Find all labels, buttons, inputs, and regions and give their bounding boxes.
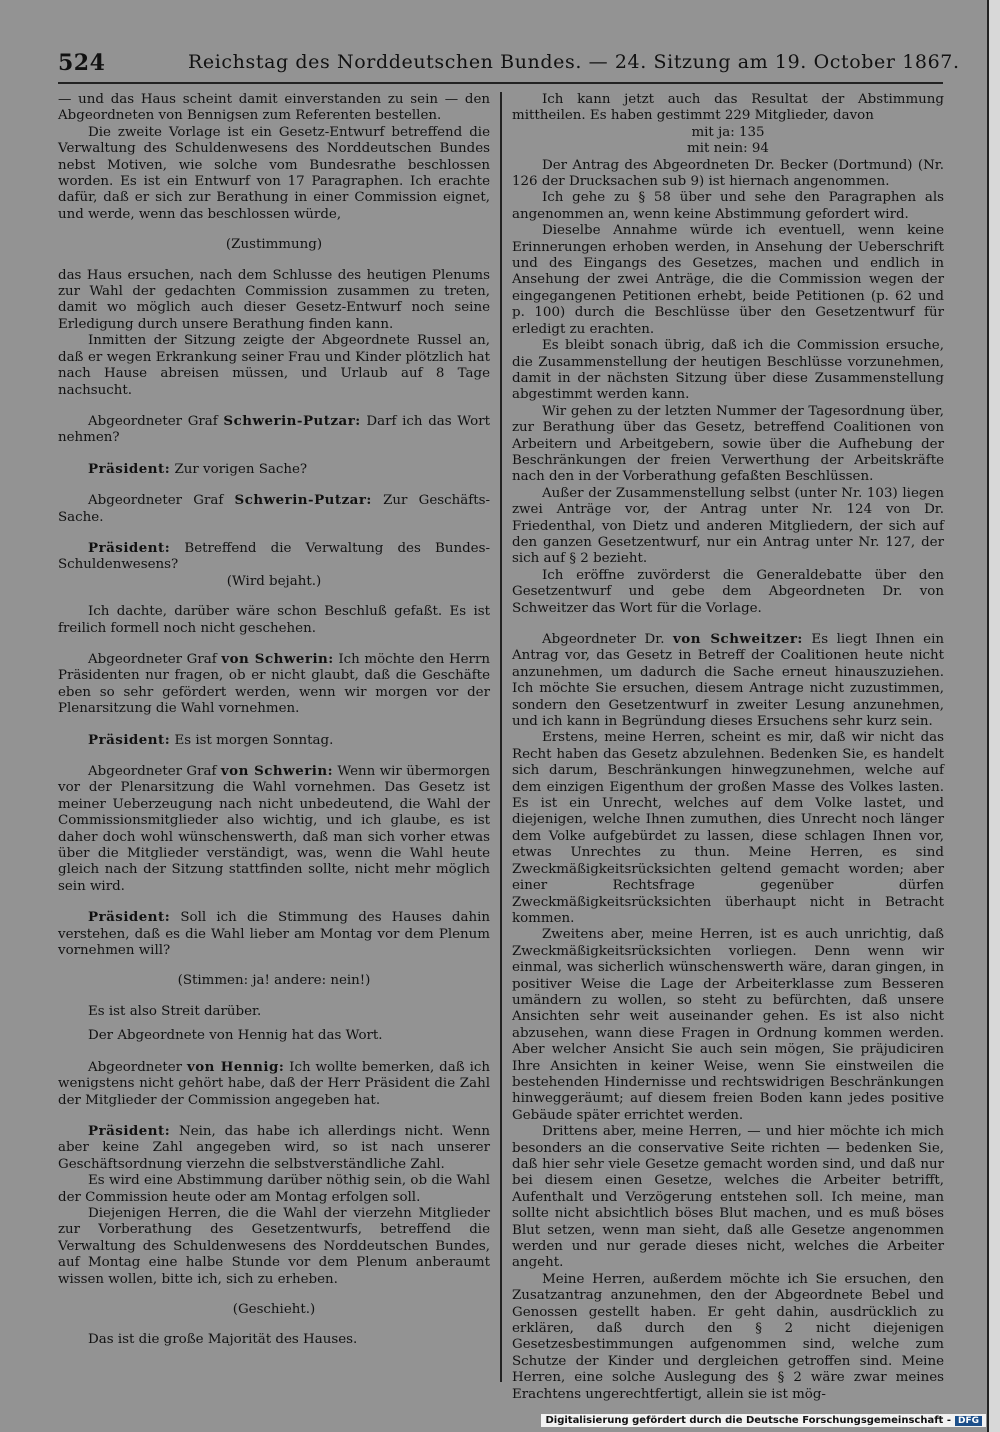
speech-paragraph bbox=[58, 1123, 490, 1173]
paragraph-text: Diejenigen Herren, die die Wahl der vierzehn Mitglieder zur Vorberathung des Gesetzentwurfs, betreffend die Verwaltung des Schuldenwesens des Norddeutschen Bundes, auf Montag eine halbe Stunde vor dem Plenum anberaumt wissen wollen, bitte ich, sich zu erheben. bbox=[58, 1205, 490, 1287]
speech-paragraph bbox=[58, 732, 490, 749]
column-divider bbox=[500, 92, 502, 1382]
paragraph bbox=[58, 1206, 490, 1288]
paragraph-text: (Geschieht.) bbox=[232, 1301, 316, 1317]
paragraph-text: Ich dachte, darüber wäre schon Beschluß gefaßt. Es ist freilich formell noch nicht geschehen. bbox=[58, 604, 490, 636]
paragraph-text: das Haus ersuchen, nach dem Schlusse des heutigen Plenums zur Wahl der gedachten Commission zusammen zu treten, damit wo möglich auch dieser Gesetz-Entwurf noch seine Erledigung durch unsere Berathung finden kann. bbox=[58, 267, 490, 332]
paragraph-text: mit ja: 135 bbox=[691, 124, 765, 140]
right-column bbox=[512, 92, 944, 1403]
speaker-name: von Schwerin: bbox=[221, 650, 334, 667]
page-header bbox=[58, 48, 960, 84]
paragraph-text: Das ist die große Majorität des Hauses. bbox=[88, 1332, 358, 1348]
speaker-name: Präsident: bbox=[88, 460, 171, 477]
speaker-title: Abgeordneter Graf bbox=[88, 764, 221, 779]
page-number: 524 bbox=[58, 50, 106, 76]
paragraph-text: Nein, das habe ich allerdings nicht. Wenn aber keine Zahl angegeben wird, so ist nach unserer Geschäftsordnung vierzehn die selbstverständliche Zahl. bbox=[58, 1123, 490, 1172]
paragraph-text: mit nein: 94 bbox=[687, 141, 769, 157]
paragraph bbox=[512, 1272, 944, 1403]
dfg-logo: DFG bbox=[955, 1416, 982, 1426]
speech-paragraph bbox=[58, 413, 490, 447]
speech-paragraph bbox=[58, 492, 490, 526]
paragraph bbox=[58, 125, 490, 223]
paragraph-text: Es ist morgen Sonntag. bbox=[170, 732, 334, 748]
paragraph-text: Zweitens aber, meine Herren, ist es auch unrichtig, daß Zweckmäßigkeitsrücksichten vorliegen. Denn wenn wir einmal, was sicherlich wünschenswerth wäre, daran gingen, in positiver Weise die Lage der Arbeiterklasse zum Besseren umändern zu wollen, so steht zu befürchten, daß unsere Ansichten sehr weit auseinander gehen. Es ist also nicht abzusehen, wann diese Fragen in Ordnung kommen werden. Aber welcher Ansicht Sie auch sein mögen, Sie präjudiciren Ihre Ansichten in keiner Weise, wenn Sie einstweilen die bestehenden Hindernisse und rechtswidrigen Beschränkungen hinweggeräumt; auf diesem freien Boden kann jedes positive Gebäude später errichtet werden. bbox=[512, 927, 944, 1123]
speaker-name: von Hennig: bbox=[186, 1058, 285, 1075]
speaker-name: von Schwerin: bbox=[220, 763, 334, 779]
digitization-credit bbox=[541, 1414, 986, 1427]
paragraph-text: Wenn wir übermorgen vor der Plenarsitzung die Wahl vornehmen. Das Gesetz ist meiner Ueberzeugung nach nicht unbedeutend, die Wahl der Commissionsmitglieder also wichtig, und ich glaube, es ist daher doch wohl wünschenswerth, daß man sich vorher etwas über die Mitglieder verständigt, was, wenn die Wahl heute gleich nach der Sitzung stattfinden sollte, nicht mehr möglich sein wird. bbox=[58, 764, 490, 894]
paragraph bbox=[58, 1302, 490, 1318]
speech-paragraph bbox=[58, 461, 490, 478]
paragraph-text: Meine Herren, außerdem möchte ich Sie ersuchen, den Zusatzantrag anzunehmen, den der Abgeordnete Bebel und Genossen gestellt haben. Er geht dahin, ausdrücklich zu erklären, daß durch den § 2 nicht diejenigen Gesetzesbestimmungen aufgenommen sind, welche zum Schutze der Kinder und dergleichen getroffen sind. Meine Herren, eine solche Auslegung des § 2 wäre zwar meines Erachtens ungerechtfertigt, allein sie ist mög- bbox=[512, 1271, 944, 1402]
paragraph-text: Es liegt Ihnen ein Antrag vor, das Gesetz in Betreff der Coalitionen heute nicht anzunehmen, um dadurch die Sache erneut hinauszuziehen. Ich möchte Sie ersuchen, diesem Antrage nicht zuzustimmen, sondern den Gesetzentwurf in zweiter Lesung anzunehmen, und ich kann in Begründung dieses Ersuchens sehr kurz sein. bbox=[512, 632, 944, 730]
speech-paragraph bbox=[58, 651, 490, 718]
paragraph bbox=[58, 604, 490, 637]
speaker-title: Abgeordneter bbox=[88, 1059, 187, 1075]
paragraph-text: (Wird bejaht.) bbox=[226, 573, 322, 589]
paragraph bbox=[512, 730, 944, 927]
paragraph-text: Ich kann jetzt auch das Resultat der Abstimmung mittheilen. Es haben gestimmt 229 Mitglieder, davon bbox=[512, 92, 944, 124]
paragraph-text: Inmitten der Sitzung zeigte der Abgeordnete Russel an, daß er wegen Erkrankung seiner Frau und Kinder plötzlich hat nach Hause abreisen müssen, und Urlaub auf 8 Tage nachsucht. bbox=[58, 333, 490, 398]
speech-paragraph bbox=[58, 540, 490, 574]
paragraph-text: Ich eröffne zuvörderst die Generaldebatte über den Gesetzentwurf und gebe dem Abgeordneten Dr. von Schweitzer das Wort für die Vorlage. bbox=[512, 567, 944, 616]
paragraph bbox=[58, 333, 490, 399]
paragraph-text: Es bleibt sonach übrig, daß ich die Commission ersuche, die Zusammenstellung der heutigen Beschlüsse vorzunehmen, damit in der nächsten Sitzung über diese Zusammenstellung abgestimmt werden kann. bbox=[512, 338, 944, 403]
speaker-name: Schwerin-Putzar: bbox=[234, 492, 372, 509]
paragraph-text: Der Abgeordnete von Hennig hat das Wort. bbox=[88, 1028, 383, 1044]
paragraph bbox=[512, 190, 944, 223]
paragraph bbox=[58, 1028, 490, 1044]
speech-paragraph bbox=[58, 763, 490, 895]
running-head: Reichstag des Norddeutschen Bundes. — 24. Sitzung am 19. October 1867. bbox=[188, 51, 960, 73]
speaker-name: Präsident: bbox=[88, 909, 171, 926]
paragraph-text: Wir gehen zu der letzten Nummer der Tagesordnung über, zur Berathung über das Gesetz, betreffend Coalitionen von Arbeitern und Arbeitgebern, sowie über die Aufhebung der Beschränkungen der freien Verwerthung der Arbeitskräfte nach den in der Vorberathung gefaßten Beschlüssen. bbox=[512, 403, 944, 485]
paragraph-text: Erstens, meine Herren, scheint es mir, daß wir nicht das Recht haben das Gesetz abzulehnen. Bedenken Sie, es handelt sich darum, Beschränkungen hinwegzunehmen, welche auf dem einzigen Eigenthum der großen Masse des Volkes lasten. Es ist ein Unrecht, welches auf dem Volke lastet, und diejenigen, welche Ihnen zumuthen, dies Unrecht noch länger dem Volke aufgebürdet zu lassen, diese schlagen Ihnen vor, etwas Unrechtes zu thun. Meine Herren, es sind Zweckmäßigkeitsrücksichten geltend gemacht worden; aber einer Rechtsfrage gegenüber dürfen Zweckmäßigkeitsrücksichten überhaupt nicht in Betracht kommen. bbox=[512, 730, 944, 926]
paragraph-text: Zur vorigen Sache? bbox=[170, 461, 308, 477]
paragraph-text: Ich wollte bemerken, daß ich wenigstens nicht gehört habe, daß der Herr Präsident die Zahl der Mitglieder der Commission angegeben hat. bbox=[58, 1059, 490, 1108]
speech-paragraph bbox=[58, 909, 490, 959]
speaker-title: Abgeordneter Graf bbox=[88, 413, 224, 429]
speaker-name: Präsident: bbox=[88, 539, 171, 556]
paragraph bbox=[512, 141, 944, 157]
paragraph-text: Drittens aber, meine Herren, — und hier möchte ich mich besonders an die conservative Seite richten — bedenken Sie, daß hier sehr viele Gesetze gemacht worden sind, und daß nur bei diesem einen Gesetze, welches die Arbeiter betrifft, Aufenthalt und Verzögerung entstehen soll. Ich meine, man sollte nicht absichtlich böses Blut machen, und es muß böses Blut setzen, wenn man sieht, daß alle Gesetze angenommen werden und nur gerade dieses nicht, welches die Arbeiter angeht. bbox=[512, 1124, 944, 1271]
paragraph bbox=[512, 927, 944, 1124]
paragraph bbox=[512, 486, 944, 568]
paragraph-text: Die zweite Vorlage ist ein Gesetz-Entwurf betreffend die Verwaltung des Schuldenwesens des Norddeutschen Bundes nebst Motiven, wie solche vom Bundesrathe beschlossen worden. Es ist ein Entwurf von 17 Paragraphen. Ich erachte dafür, daß er sich zur Berathung in einer Commission eignet, und werde, wenn das beschlossen würde, bbox=[58, 124, 490, 222]
speaker-title: Abgeordneter Dr. bbox=[542, 632, 673, 647]
paragraph bbox=[58, 92, 490, 125]
speaker-title: Abgeordneter Graf bbox=[88, 651, 222, 667]
paragraph-text: Der Antrag des Abgeordneten Dr. Becker (Dortmund) (Nr. 126 der Drucksachen sub 9) ist hiernach angenommen. bbox=[512, 157, 944, 190]
speech-paragraph bbox=[512, 631, 944, 730]
paragraph-text: Soll ich die Stimmung des Hauses dahin verstehen, daß es die Wahl lieber am Montag vor dem Plenum vornehmen will? bbox=[58, 910, 490, 959]
paragraph-text: (Zustimmung) bbox=[225, 237, 323, 253]
paragraph-text: Ich möchte den Herrn Präsidenten nur fragen, ob er nicht glaubt, daß die Geschäfte eben so sehr gefördert werden, wenn wir morgen vor der Plenarsitzung die Wahl vornehmen. bbox=[58, 651, 490, 717]
paragraph bbox=[58, 1173, 490, 1206]
paragraph bbox=[512, 1124, 944, 1272]
paragraph bbox=[58, 973, 490, 989]
paragraph bbox=[512, 125, 944, 141]
paragraph-text: Zur Geschäfts-Sache. bbox=[58, 493, 490, 525]
paragraph bbox=[512, 92, 944, 125]
left-column bbox=[58, 92, 490, 1349]
speaker-title: Abgeordneter Graf bbox=[88, 493, 235, 509]
speech-paragraph bbox=[58, 1059, 490, 1109]
paragraph bbox=[58, 1332, 490, 1348]
paragraph bbox=[512, 338, 944, 404]
paragraph-text: Es wird eine Abstimmung darüber nöthig sein, ob die Wahl der Commission heute oder am Montag erfolgen soll. bbox=[58, 1173, 490, 1205]
scan-edge bbox=[987, 0, 1000, 1432]
paragraph-text: Außer der Zusammenstellung selbst (unter Nr. 103) liegen zwei Anträge vor, der Antrag unter Nr. 124 von Dr. Friedenthal, von Dietz und anderen Mitgliedern, der sich auf den ganzen Gesetzentwurf, nur ein Antrag unter Nr. 127, der sich auf § 2 bezieht. bbox=[512, 485, 944, 567]
paragraph-text: Ich gehe zu § 58 über und sehe den Paragraphen als angenommen an, wenn keine Abstimmung gefordert wird. bbox=[512, 190, 944, 222]
paragraph bbox=[512, 568, 944, 617]
paragraph bbox=[58, 268, 490, 334]
paragraph bbox=[58, 574, 490, 590]
paragraph-text: Es ist also Streit darüber. bbox=[88, 1003, 262, 1019]
paragraph bbox=[512, 158, 944, 191]
paragraph bbox=[58, 237, 490, 253]
paragraph bbox=[58, 1004, 490, 1020]
speaker-name: von Schweitzer: bbox=[673, 631, 803, 647]
speaker-name: Schwerin-Putzar: bbox=[223, 412, 361, 429]
paragraph-text: (Stimmen: ja! andere: nein!) bbox=[177, 973, 371, 989]
paragraph-text: Dieselbe Annahme würde ich eventuell, wenn keine Erinnerungen erhoben werden, in Ansehung der Ueberschrift und des Eingangs des Gesetzes, machen und endlich in Ansehung der zwei Anträge, die die Commission wegen der eingegangenen Petitionen erhebt, beide Petitionen (p. 62 und p. 100) durch die Beschlüsse über den Gesetzentwurf für erledigt zu erachten. bbox=[512, 223, 944, 337]
speaker-name: Präsident: bbox=[88, 731, 171, 748]
speaker-name: Präsident: bbox=[88, 1122, 171, 1139]
paragraph-text: Darf ich das Wort nehmen? bbox=[58, 413, 490, 446]
credit-text: Digitalisierung gefördert durch die Deutsche Forschungsgemeinschaft - bbox=[545, 1415, 951, 1426]
paragraph-text: — und das Haus scheint damit einverstanden zu sein — den Abgeordneten von Bennigsen zum Referenten bestellen. bbox=[58, 92, 490, 124]
paragraph bbox=[512, 404, 944, 486]
paragraph bbox=[512, 223, 944, 338]
paragraph-text: Betreffend die Verwaltung des Bundes-Schuldenwesens? bbox=[58, 540, 490, 573]
